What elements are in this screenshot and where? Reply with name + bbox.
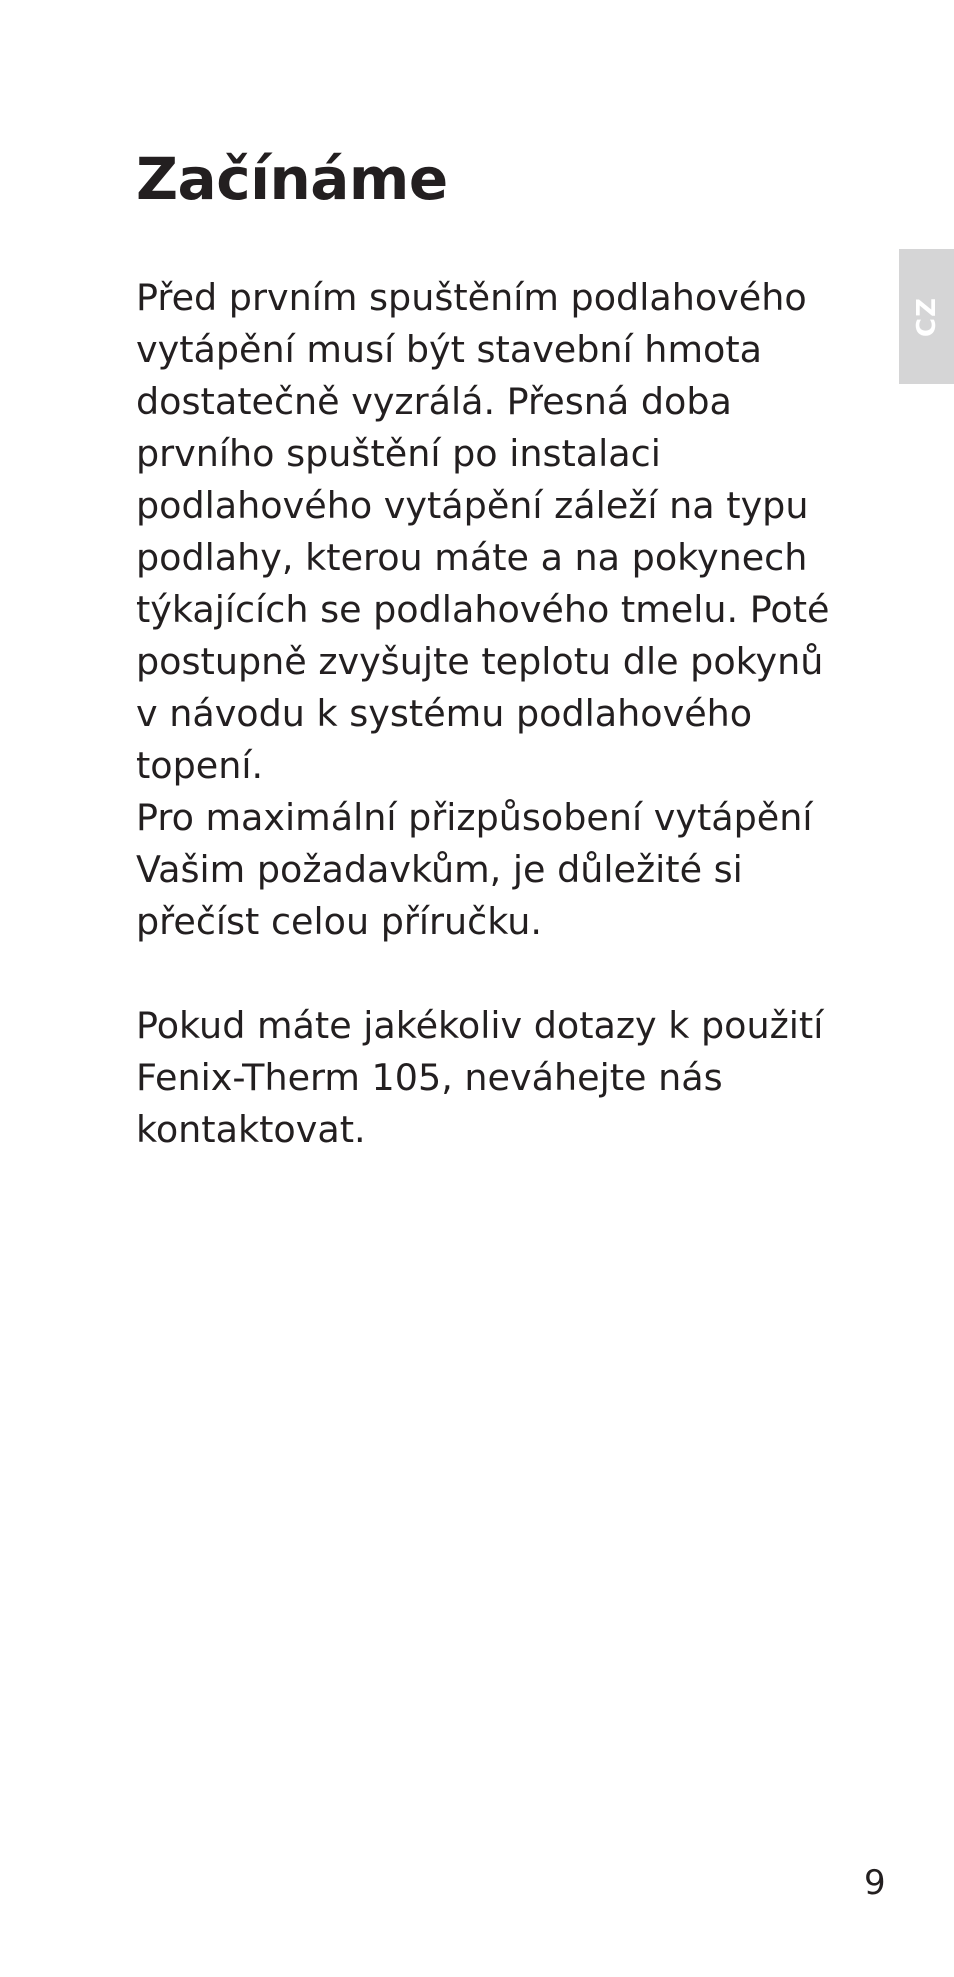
page-title: Začínáme xyxy=(136,145,448,213)
language-tab xyxy=(899,249,954,384)
body-text xyxy=(136,272,846,1156)
intro-paragraph: Před prvním spuštěním podlahového vytápění musí být stavební hmota dostatečně vyzrálá. Přesná doba prvního spuštění po instalaci podlahového vytápění záleží na typu podlahy, kterou máte a na pokynech týkajících se podlahového tmelu. Poté postupně zvyšujte teplotu dle pokynů v návodu k systému podlahového topení. xyxy=(136,276,830,787)
manual-reading-paragraph: Pro maximální přizpůsobení vytápění Vašim požadavkům, je důležité si přečíst celou příručku. xyxy=(136,796,813,943)
language-tab-label: CZ xyxy=(911,296,942,337)
page-number: 9 xyxy=(864,1863,886,1903)
paragraph-spacer xyxy=(136,948,846,1000)
contact-paragraph: Pokud máte jakékoliv dotazy k použití Fenix-Therm 105, neváhejte nás kontaktovat. xyxy=(136,1004,824,1151)
